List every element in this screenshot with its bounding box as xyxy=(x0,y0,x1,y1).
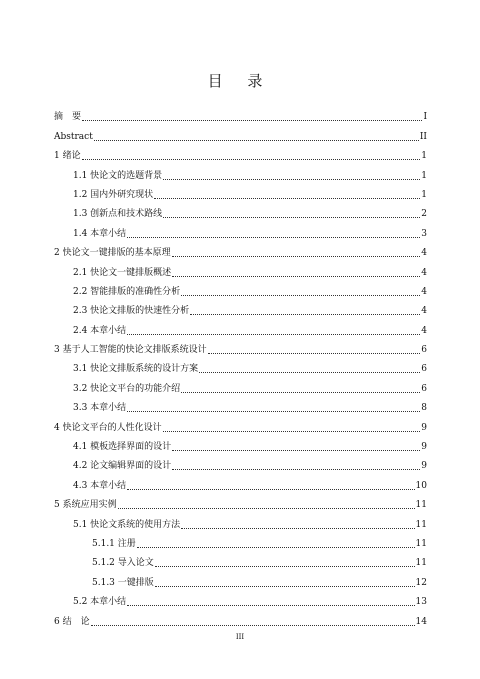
toc-entry-page: 1 xyxy=(421,151,427,162)
toc-entry-page: II xyxy=(419,131,427,142)
toc-entry xyxy=(54,317,427,336)
toc-leader-dots xyxy=(199,372,420,373)
toc-entry xyxy=(54,531,427,550)
toc-leader-dots xyxy=(127,237,420,238)
toc-entry xyxy=(54,220,427,239)
toc-entry xyxy=(54,182,427,201)
toc-entry-label: 3 基于人工智能的快论文排版系统设计 xyxy=(54,345,207,356)
toc-leader-dots xyxy=(127,334,420,335)
toc-entry xyxy=(54,240,427,259)
toc-entry-label: 2.3 快论文排版的快速性分析 xyxy=(73,306,190,317)
toc-entry-page: 9 xyxy=(421,461,427,472)
toc-leader-dots xyxy=(137,547,415,548)
toc-entry-label: 1.2 国内外研究现状 xyxy=(73,189,154,200)
toc-leader-dots xyxy=(181,392,420,393)
page-title: 目 录 xyxy=(207,72,273,90)
page-number: III xyxy=(235,633,245,641)
toc-entry xyxy=(54,472,427,491)
toc-entry-label: 4.3 本章小结 xyxy=(73,480,127,491)
toc-entry-label: 2.1 快论文一键排版概述 xyxy=(73,267,172,278)
toc-entry-page: 3 xyxy=(421,228,427,239)
toc-entry-label: 5.2 本章小结 xyxy=(73,597,127,608)
toc-leader-dots xyxy=(181,528,414,529)
toc-leader-dots xyxy=(208,353,421,354)
toc-entry-label: Abstract xyxy=(54,131,93,142)
table-of-contents xyxy=(54,104,427,628)
toc-entry xyxy=(54,298,427,317)
toc-entry-page: 6 xyxy=(421,364,427,375)
toc-leader-dots xyxy=(82,159,421,160)
toc-entry xyxy=(54,453,427,472)
toc-leader-dots xyxy=(190,314,420,315)
toc-entry-page: 11 xyxy=(415,538,427,549)
toc-entry-page: 12 xyxy=(415,577,427,588)
toc-leader-dots xyxy=(181,295,420,296)
toc-leader-dots xyxy=(127,605,414,606)
toc-leader-dots xyxy=(127,411,420,412)
toc-leader-dots xyxy=(172,256,421,257)
toc-entry-page: 13 xyxy=(415,597,427,608)
toc-entry-page: 11 xyxy=(415,519,427,530)
toc-entry-label: 6 结 论 xyxy=(54,616,90,627)
toc-entry xyxy=(54,414,427,433)
toc-leader-dots xyxy=(82,120,422,121)
toc-entry xyxy=(54,356,427,375)
toc-entry xyxy=(54,279,427,298)
toc-entry-label: 5.1.2 导入论文 xyxy=(92,558,154,569)
toc-entry xyxy=(54,395,427,414)
toc-leader-dots xyxy=(154,198,420,199)
toc-leader-dots xyxy=(91,625,415,626)
toc-entry-label: 2.4 本章小结 xyxy=(73,325,127,336)
toc-leader-dots xyxy=(163,217,420,218)
toc-leader-dots xyxy=(172,469,420,470)
toc-entry xyxy=(54,143,427,162)
toc-entry-page: 6 xyxy=(421,383,427,394)
toc-leader-dots xyxy=(172,450,420,451)
toc-entry-label: 4.2 论文编辑界面的设计 xyxy=(73,461,172,472)
toc-entry xyxy=(54,104,427,123)
toc-entry-label: 3.3 本章小结 xyxy=(73,403,127,414)
toc-entry-label: 2.2 智能排版的准确性分析 xyxy=(73,286,181,297)
toc-entry xyxy=(54,492,427,511)
toc-entry xyxy=(54,123,427,142)
toc-entry-page: 4 xyxy=(421,267,427,278)
toc-entry-page: 4 xyxy=(421,286,427,297)
toc-leader-dots xyxy=(94,140,419,141)
toc-entry-page: 2 xyxy=(421,209,427,220)
toc-entry-label: 3.1 快论文排版系统的设计方案 xyxy=(73,364,199,375)
toc-leader-dots xyxy=(118,508,415,509)
toc-entry-label: 5.1 快论文系统的使用方法 xyxy=(73,519,181,530)
toc-entry xyxy=(54,162,427,181)
toc-entry xyxy=(54,608,427,627)
toc-entry xyxy=(54,375,427,394)
toc-leader-dots xyxy=(127,489,414,490)
toc-entry-label: 5.1.1 注册 xyxy=(92,538,136,549)
toc-entry-page: 4 xyxy=(421,325,427,336)
toc-entry-page: 11 xyxy=(415,558,427,569)
toc-entry xyxy=(54,337,427,356)
toc-entry xyxy=(54,201,427,220)
toc-entry xyxy=(54,511,427,530)
toc-entry xyxy=(54,259,427,278)
toc-entry-label: 摘 要 xyxy=(54,112,82,123)
toc-leader-dots xyxy=(155,586,415,587)
toc-entry-label: 4 快论文平台的人性化设计 xyxy=(54,422,162,433)
toc-entry-page: 9 xyxy=(421,442,427,453)
toc-entry-page: 1 xyxy=(421,170,427,181)
toc-entry xyxy=(54,589,427,608)
toc-entry-page: 6 xyxy=(421,345,427,356)
toc-entry-page: 10 xyxy=(415,480,427,491)
toc-entry-page: 4 xyxy=(421,306,427,317)
toc-entry-label: 2 快论文一键排版的基本原理 xyxy=(54,248,171,259)
toc-entry-label: 1 绪论 xyxy=(54,151,81,162)
toc-leader-dots xyxy=(163,179,420,180)
toc-entry-label: 1.1 快论文的选题背景 xyxy=(73,170,163,181)
toc-entry-label: 5.1.3 一键排版 xyxy=(92,577,154,588)
toc-entry-page: 14 xyxy=(415,616,427,627)
toc-entry-label: 3.2 快论文平台的功能介绍 xyxy=(73,383,181,394)
toc-entry-page: I xyxy=(423,112,427,123)
toc-entry-page: 11 xyxy=(415,500,427,511)
toc-entry-page: 4 xyxy=(421,248,427,259)
toc-entry xyxy=(54,569,427,588)
toc-entry xyxy=(54,434,427,453)
toc-entry xyxy=(54,550,427,569)
toc-entry-page: 8 xyxy=(421,403,427,414)
toc-leader-dots xyxy=(172,276,420,277)
toc-leader-dots xyxy=(163,431,421,432)
toc-entry-label: 4.1 模板选择界面的设计 xyxy=(73,442,172,453)
toc-entry-label: 5 系统应用实例 xyxy=(54,500,117,511)
toc-entry-page: 9 xyxy=(421,422,427,433)
toc-entry-label: 1.3 创新点和技术路线 xyxy=(73,209,163,220)
toc-entry-label: 1.4 本章小结 xyxy=(73,228,127,239)
toc-entry-page: 1 xyxy=(421,189,427,200)
toc-leader-dots xyxy=(155,566,415,567)
